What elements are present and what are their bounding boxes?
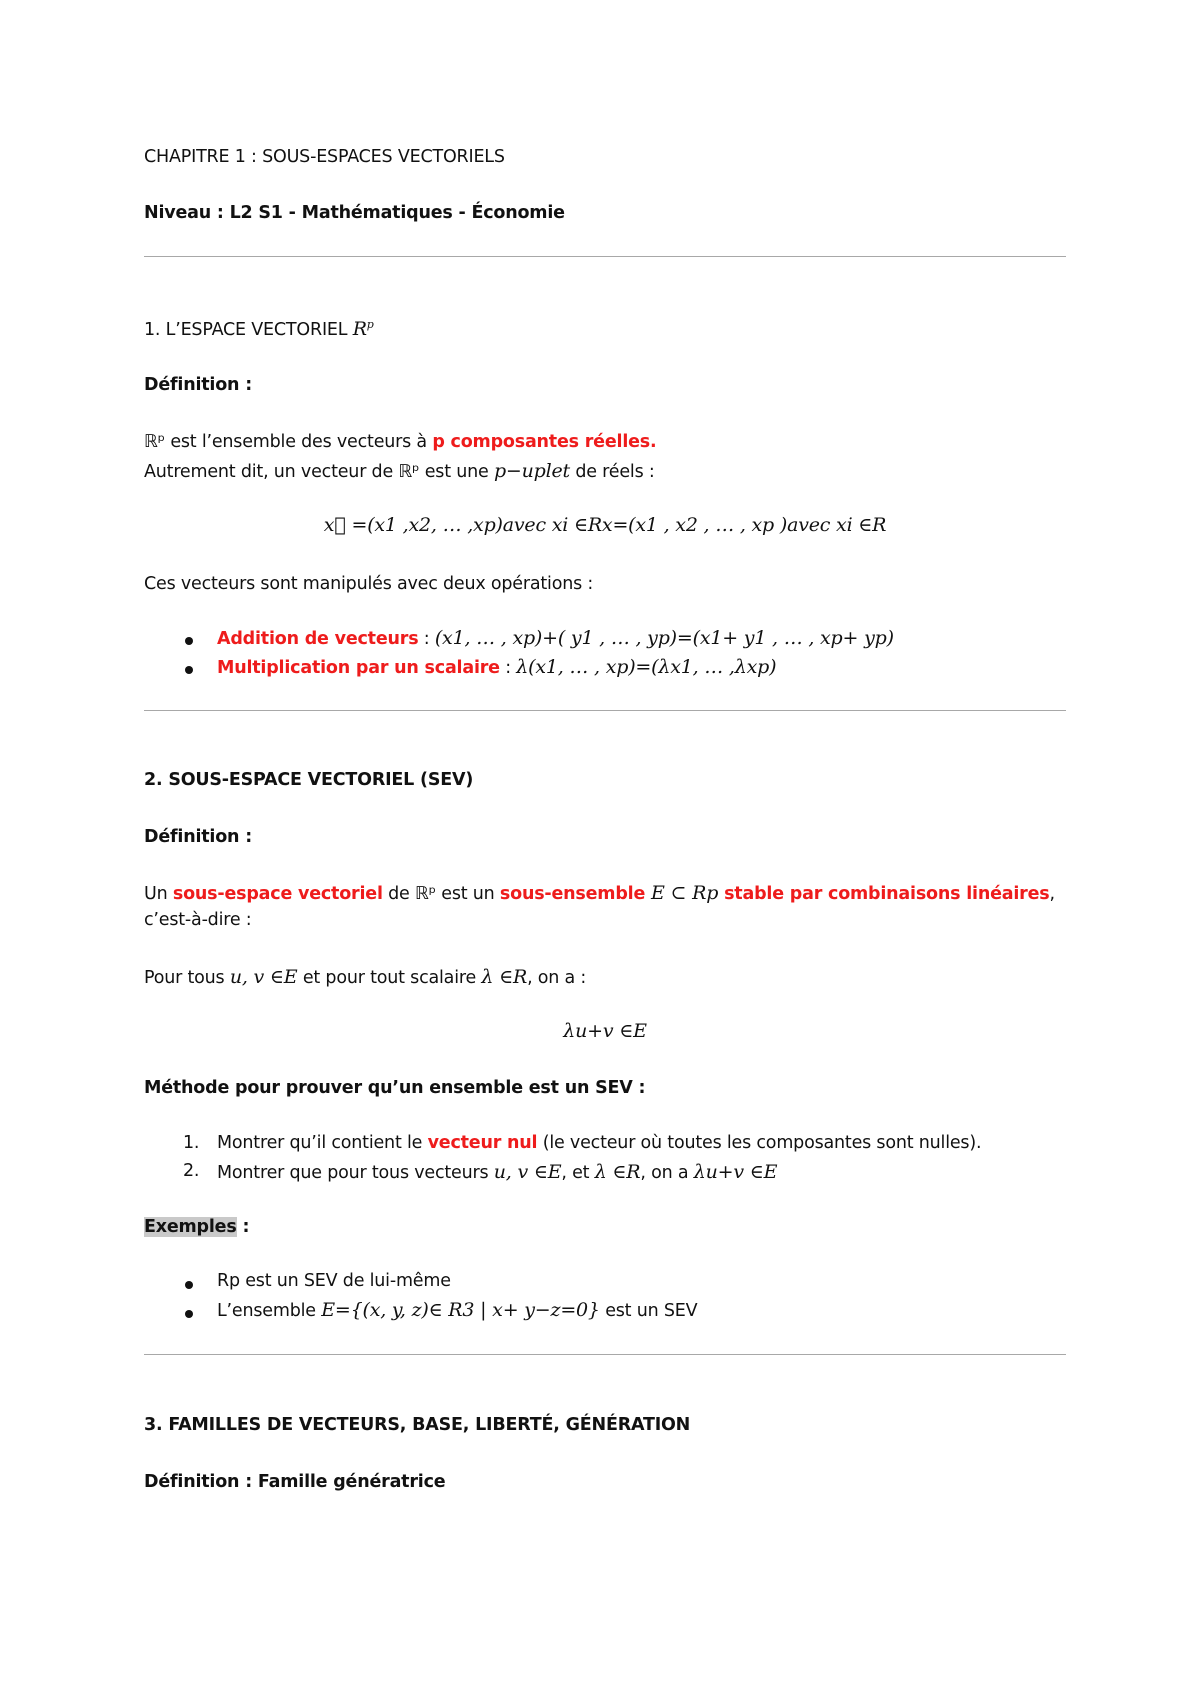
- highlight-text: Multiplication par un scalaire: [217, 658, 500, 678]
- vector-formula: x⃗ =(x1 ,x2, … ,xp)avec xi ∈Rx=(x1 , x2 , … , xp )avec xi ∈R: [323, 514, 887, 536]
- section-3-heading: 3. FAMILLES DE VECTEURS, BASE, LIBERTÉ, GÉNÉRATION: [144, 1415, 691, 1435]
- heading-math-r: R: [352, 318, 367, 340]
- math-inline: (x1, … , xp)+( y1 , … , yp)=(x1+ y1 , … , xp+ yp): [434, 627, 894, 649]
- math-inline: E={(x, y, z)∈ R3 | x+ y−z=0}: [321, 1299, 600, 1321]
- example-text: est un SEV: [599, 1301, 698, 1321]
- bullet-icon: [185, 637, 193, 645]
- math-inline: p−uplet: [493, 460, 570, 482]
- definition-line-2: [144, 460, 655, 482]
- math-inline: λ(x1, … , xp)=(λx1, … ,λxp): [516, 656, 777, 678]
- section-1-heading-text: 1. L’ESPACE VECTORIEL: [144, 320, 353, 340]
- step-text: Montrer qu’il contient le: [217, 1133, 428, 1153]
- highlight-text: Addition de vecteurs: [217, 629, 419, 649]
- section-2-definition-label: Définition :: [144, 827, 253, 847]
- definition-line-1: [144, 432, 656, 452]
- operations-intro: Ces vecteurs sont manipulés avec deux opérations :: [144, 574, 594, 594]
- definition-text: et pour tout scalaire: [297, 968, 482, 988]
- section-2-heading: 2. SOUS-ESPACE VECTORIEL (SEV): [144, 770, 474, 790]
- highlighted-label: Exemples: [144, 1217, 237, 1237]
- math-inline: u, v ∈E: [229, 966, 298, 988]
- bullet-icon: [185, 1281, 193, 1289]
- comma: ,: [1049, 884, 1055, 904]
- highlight-text: sous-espace vectoriel: [172, 884, 383, 904]
- definition-text: ℝᵖ est l’ensemble des vecteurs à: [144, 432, 433, 452]
- step-text: , on a: [640, 1163, 694, 1183]
- operation-addition: [217, 627, 894, 649]
- step-text: (le vecteur où toutes les composantes sont nulles).: [537, 1133, 982, 1153]
- math-inline: E ⊂ Rp: [651, 882, 719, 904]
- section-3-definition-label: Définition : Famille génératrice: [144, 1472, 446, 1492]
- colon: :: [418, 629, 435, 649]
- colon: :: [236, 1217, 250, 1237]
- definition-text: de réels :: [569, 462, 655, 482]
- section-1-definition-label: Définition :: [144, 375, 253, 395]
- highlight-text: vecteur nul: [427, 1133, 538, 1153]
- section-1-heading: [144, 318, 374, 340]
- math-inline: u, v ∈E: [493, 1161, 562, 1183]
- highlight-text: stable par combinaisons linéaires: [718, 884, 1050, 904]
- example-2: [217, 1299, 697, 1321]
- method-step-2: [217, 1161, 777, 1183]
- sev-definition-line-1: [144, 882, 1055, 904]
- math-inline: λ ∈R: [481, 966, 528, 988]
- sev-definition-line-2: c’est-à-dire :: [144, 910, 252, 930]
- example-text: L’ensemble: [217, 1301, 322, 1321]
- highlight-text: p composantes réelles.: [432, 432, 657, 452]
- sev-condition-line: [144, 966, 586, 988]
- example-1: Rp est un SEV de lui-même: [217, 1271, 451, 1291]
- chapter-title: CHAPITRE 1 : SOUS-ESPACES VECTORIELS: [144, 147, 505, 167]
- level-line: Niveau : L2 S1 - Mathématiques - Économie: [144, 203, 565, 223]
- definition-text: Pour tous: [144, 968, 230, 988]
- method-step-1: [217, 1133, 981, 1153]
- bullet-icon: [185, 1310, 193, 1318]
- colon: :: [499, 658, 517, 678]
- definition-text: , on a :: [527, 968, 587, 988]
- definition-text: Autrement dit, un vecteur de ℝᵖ est une: [144, 462, 494, 482]
- method-number: 1.: [183, 1133, 200, 1153]
- operation-scalar: [217, 656, 776, 678]
- definition-text: de ℝᵖ est un: [382, 884, 500, 904]
- bullet-icon: [185, 666, 193, 674]
- method-number: 2.: [183, 1161, 200, 1181]
- step-text: , et: [561, 1163, 595, 1183]
- definition-text: Un: [144, 884, 173, 904]
- method-title: Méthode pour prouver qu’un ensemble est un SEV :: [144, 1078, 646, 1098]
- heading-math-p: p: [366, 318, 374, 332]
- math-inline: λ ∈R: [594, 1161, 641, 1183]
- step-text: Montrer que pour tous vecteurs: [217, 1163, 494, 1183]
- examples-label: [144, 1217, 249, 1237]
- highlight-text: sous-ensemble: [499, 884, 652, 904]
- divider: [144, 710, 1066, 711]
- divider: [144, 256, 1066, 257]
- math-inline: λu+v ∈E: [693, 1161, 778, 1183]
- sev-formula: λu+v ∈E: [563, 1020, 647, 1042]
- divider: [144, 1354, 1066, 1355]
